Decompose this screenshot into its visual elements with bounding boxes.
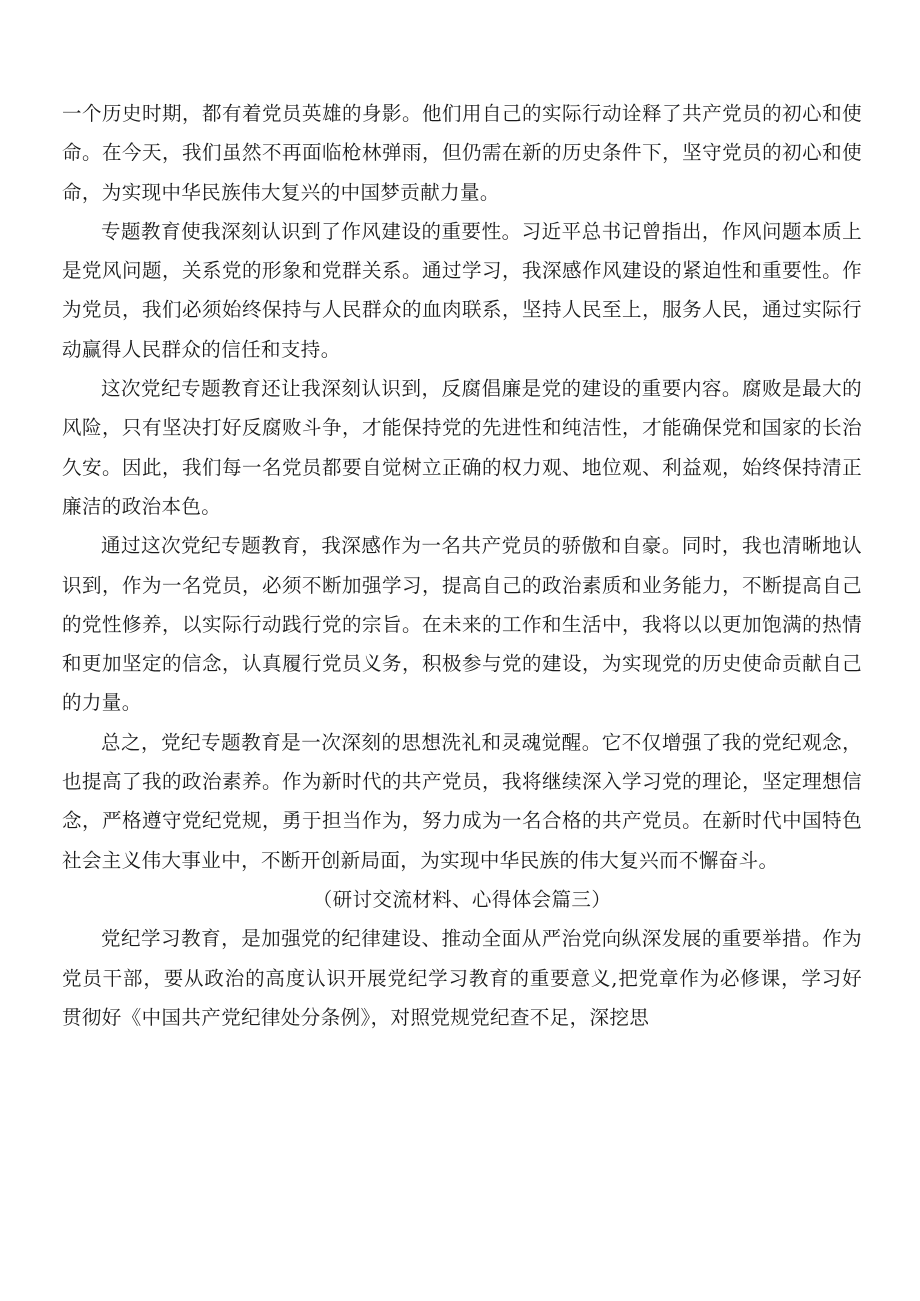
paragraph-conclusion: 总之，党纪专题教育是一次深刻的思想洗礼和灵魂觉醒。它不仅增强了我的党纪观念，也提高了我的政治素养。作为新时代的共产党员，我将继续深入学习党的理论，坚定理想信念，严格遵守党纪党规，勇于担当作为，努力成为一名合格的共产党员。在新时代中国特色社会主义伟大事业中，不断开创新局面，为实现中华民族的伟大复兴而不懈奋斗。 [62, 730, 862, 872]
paragraph-anti-corruption: 这次党纪专题教育还让我深刻认识到，反腐倡廉是党的建设的重要内容。腐败是最大的风险，只有坚决打好反腐败斗争，才能保持党的先进性和纯洁性，才能确保党和国家的长治久安。因此，我们每一名党员都要自觉树立正确的权力观、地位观、利益观，始终保持清正廉洁的政治本色。 [62, 377, 862, 518]
section-heading: （研讨交流材料、心得体会篇三） [312, 887, 612, 911]
paragraph-continuation: 一个历史时期，都有着党员英雄的身影。他们用自己的实际行动诠释了共产党员的初心和使命。在今天，我们虽然不再面临枪林弹雨，但仍需在新的历史条件下，坚守党员的初心和使命，为实现中华民族伟大复兴的中国梦贡献力量。 [62, 102, 862, 204]
paragraph-section-three: 党纪学习教育，是加强党的纪律建设、推动全面从严治党向纵深发展的重要举措。作为党员干部，要从政治的高度认识开展党纪学习教育的重要意义,把党章作为必修课，学习好贯彻好《中国共产党纪律处分条例》，对照党规党纪查不足，深挖思 [62, 927, 862, 1029]
document-body [62, 94, 862, 1037]
paragraph-work-style: 专题教育使我深刻认识到了作风建设的重要性。习近平总书记曾指出，作风问题本质上是党风问题，关系党的形象和党群关系。通过学习，我深感作风建设的紧迫性和重要性。作为党员，我们必须始终保持与人民群众的血肉联系，坚持人民至上，服务人民，通过实际行动赢得人民群众的信任和支持。 [62, 219, 862, 361]
paragraph-pride: 通过这次党纪专题教育，我深感作为一名共产党员的骄傲和自豪。同时，我也清晰地认识到，作为一名党员，必须不断加强学习，提高自己的政治素质和业务能力，不断提高自己的党性修养，以实际行动践行党的宗旨。在未来的工作和生活中，我将以以更加饱满的热情和更加坚定的信念，认真履行党员义务，积极参与党的建设，为实现党的历史使命贡献自己的力量。 [62, 534, 862, 715]
